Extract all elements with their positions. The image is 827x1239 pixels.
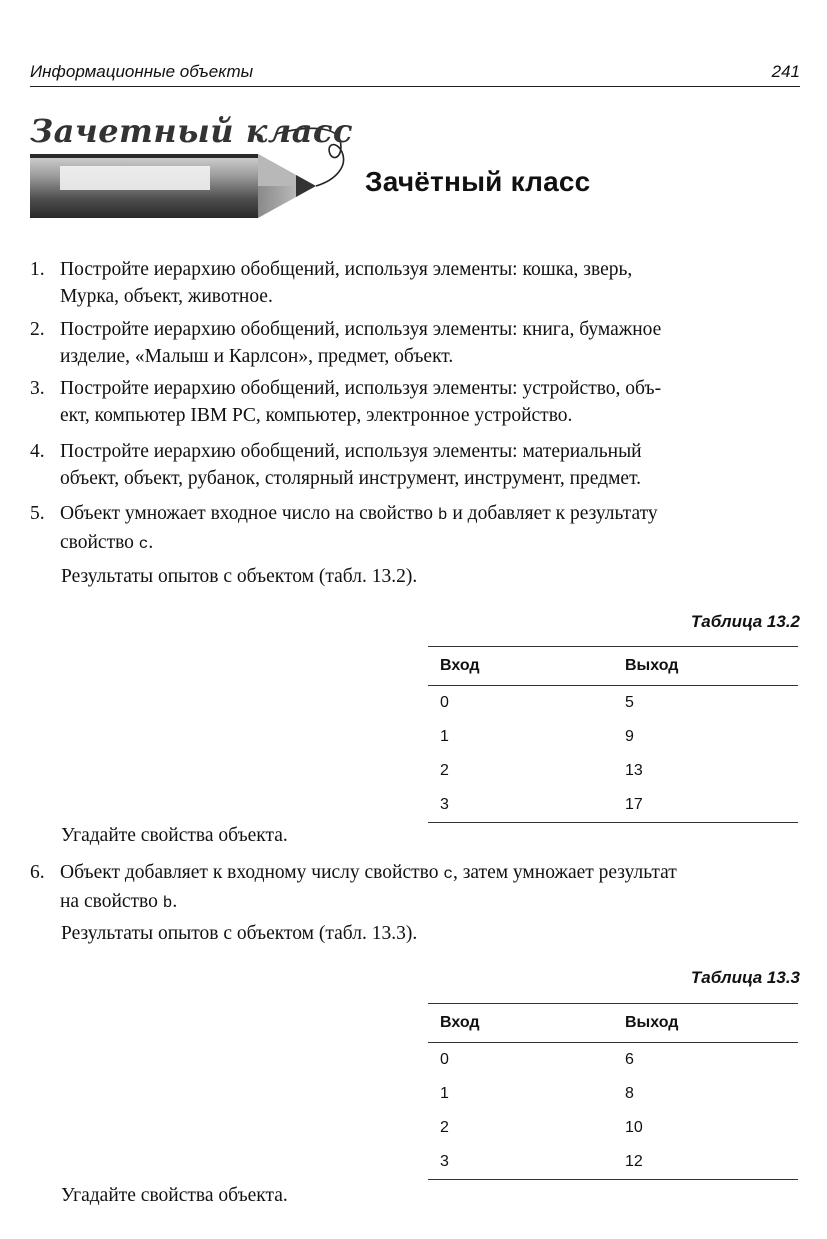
column-header: Вход [440, 657, 480, 674]
item-number: 5. [30, 503, 45, 524]
table-header-row [428, 647, 798, 686]
results-paragraph: Результаты опытов с объектом (табл. 13.3). [61, 923, 418, 944]
column-header: Вход [440, 1014, 480, 1031]
table-cell: 10 [625, 1119, 643, 1136]
table-cell: 13 [625, 762, 643, 779]
table-row [428, 1077, 798, 1111]
table-cell: 0 [440, 1051, 449, 1068]
table-cell: 6 [625, 1051, 634, 1068]
table-cell: 3 [440, 796, 449, 813]
item-text: на свойство [60, 891, 158, 912]
item-line: Мурка, объект, животное. [60, 286, 273, 307]
table-cell: 9 [625, 728, 634, 745]
list-item [30, 438, 798, 492]
running-header-title: Информационные объекты [30, 62, 254, 81]
data-table [428, 1003, 798, 1180]
guess-paragraph: Угадайте свойства объекта. [61, 825, 288, 846]
list-item [30, 500, 798, 558]
item-line: Постройте иерархию обобщений, используя элементы: устройство, объ- [60, 378, 662, 399]
property-code: c [138, 535, 149, 553]
item-number: 4. [30, 441, 45, 462]
pencil-logo [26, 104, 356, 232]
table-cell: 5 [625, 694, 634, 711]
results-paragraph: Результаты опытов с объектом (табл. 13.2). [61, 566, 418, 587]
table-cell: 1 [440, 1085, 449, 1102]
table-cell: 12 [625, 1153, 643, 1170]
item-number: 6. [30, 862, 45, 883]
item-text: , затем умножает результат [452, 862, 677, 883]
item-line: Постройте иерархию обобщений, используя элементы: кошка, зверь, [60, 259, 633, 280]
item-line: ект, компьютер IBM PC, компьютер, электронное устройство. [60, 405, 573, 426]
column-header: Выход [625, 657, 679, 674]
item-line: изделие, «Малыш и Карлсон», предмет, объект. [60, 346, 454, 367]
item-number: 3. [30, 378, 45, 399]
item-text: и добавляет к результату [452, 503, 658, 524]
logo-script-text: Зачетный класс [30, 112, 353, 150]
table-row [428, 754, 798, 788]
property-code: b [437, 506, 448, 524]
item-text: Объект добавляет к входному числу свойство [60, 862, 439, 883]
list-item [30, 316, 798, 370]
section-title: Зачётный класс [365, 166, 591, 197]
guess-paragraph: Угадайте свойства объекта. [61, 1185, 288, 1206]
item-number: 1. [30, 259, 45, 280]
table-cell: 17 [625, 796, 643, 813]
item-line: объект, объект, рубанок, столярный инструмент, инструмент, предмет. [60, 468, 642, 489]
table-cell: 0 [440, 694, 449, 711]
table-cell: 8 [625, 1085, 634, 1102]
table-row [428, 1111, 798, 1145]
table-cell: 1 [440, 728, 449, 745]
property-code: b [162, 894, 173, 912]
item-line: Постройте иерархию обобщений, используя элементы: материальный [60, 441, 642, 462]
table-row [428, 1043, 798, 1077]
data-table [428, 646, 798, 823]
running-header [30, 60, 800, 87]
table-caption: Таблица 13.2 [690, 612, 800, 631]
item-text: свойство [60, 532, 134, 553]
column-header: Выход [625, 1014, 679, 1031]
property-code: c [443, 865, 453, 883]
item-text: Объект умножает входное число на свойство [60, 503, 433, 524]
table-row [428, 686, 798, 720]
item-line: Постройте иерархию обобщений, используя элементы: книга, бумажное [60, 319, 662, 340]
table-header-row [428, 1004, 798, 1043]
list-item [30, 859, 798, 917]
list-item [30, 375, 798, 429]
table-row [428, 720, 798, 754]
list-item [30, 256, 798, 310]
item-text: . [148, 532, 154, 553]
item-number: 2. [30, 319, 45, 340]
table-cell: 3 [440, 1153, 449, 1170]
table-caption: Таблица 13.3 [690, 968, 800, 987]
table-cell: 2 [440, 762, 449, 779]
page-number: 241 [771, 62, 800, 81]
table-row [428, 788, 798, 822]
table-cell: 2 [440, 1119, 449, 1136]
item-text: . [172, 891, 178, 912]
table-row [428, 1145, 798, 1179]
